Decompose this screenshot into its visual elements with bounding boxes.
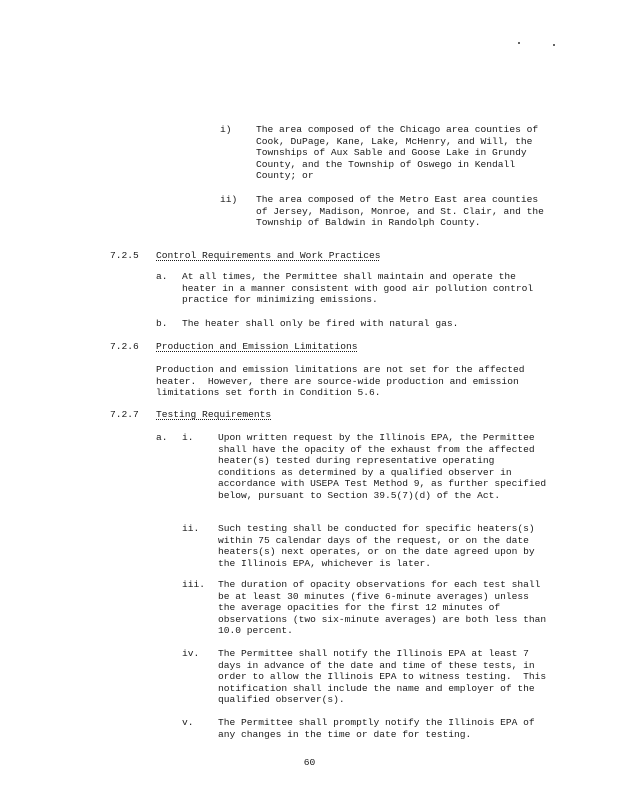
scan-mark xyxy=(518,42,520,44)
section-number: 7.2.7 xyxy=(110,409,139,420)
section-heading: Testing Requirements xyxy=(156,409,272,420)
section-number: 7.2.5 xyxy=(110,250,139,261)
list-item-label: iv. xyxy=(182,648,200,659)
list-item-text: The duration of opacity observations for each test shall be at least 30 minutes (five 6-minute averages) unless the average opacities for the first 12 minutes of observations (two six-minute averages) are both less than 10.0 percent. xyxy=(218,579,552,637)
list-item-text: The heater shall only be fired with natural gas. xyxy=(182,318,459,329)
list-item-label: a. xyxy=(156,432,168,443)
list-item-text: The area composed of the Metro East area counties of Jersey, Madison, Monroe, and St. Clair, and the Township of Baldwin in Randolph County. xyxy=(256,194,550,229)
section-number: 7.2.6 xyxy=(110,341,139,352)
page-number: 60 xyxy=(303,757,316,768)
list-item-text: The Permittee shall promptly notify the Illinois EPA of any changes in the time or date for testing. xyxy=(218,717,541,740)
list-item-label: iii. xyxy=(182,579,206,590)
list-item-label: i) xyxy=(220,124,232,135)
list-item-label: ii) xyxy=(220,194,238,205)
list-item-text: The area composed of the Chicago area counties of Cook, DuPage, Kane, Lake, McHenry, and Will, the Townships of Aux Sable and Goose Lake in Grundy County, and the Township of Oswego in Kendall County; or xyxy=(256,124,544,182)
list-item-text: Upon written request by the Illinois EPA, the Permittee shall have the opacity of the exhaust from the affected heater(s) tested during representative operating conditions as determined by a qualified observer in accordance with USEPA Test Method 9, as further specified below, pursuant to Section 39.5(7)(d) of the Act. xyxy=(218,432,552,501)
list-item-text: Such testing shall be conducted for specific heaters(s) within 75 calendar days of the request, or on the date heaters(s) next operates, or on the date agreed upon by the Illinois EPA, whichever is later. xyxy=(218,523,541,569)
list-item-label: ii. xyxy=(182,523,200,534)
list-item-text: At all times, the Permittee shall maintain and operate the heater in a manner consistent with good air pollution control practice for minimizing emissions. xyxy=(182,271,539,306)
section-heading: Control Requirements and Work Practices xyxy=(156,250,381,261)
list-item-text: The Permittee shall notify the Illinois EPA at least 7 days in advance of the date and time of these tests, in order to allow the Illinois EPA to witness testing. This notification shall include the name and employer of the qualified observer(s). xyxy=(218,648,552,706)
list-item-label: b. xyxy=(156,318,168,329)
list-item-label: i. xyxy=(182,432,194,443)
list-item-label: a. xyxy=(156,271,168,282)
list-item-label: v. xyxy=(182,717,194,728)
section-heading: Production and Emission Limitations xyxy=(156,341,358,352)
section-paragraph: Production and emission limitations are not set for the affected heater. However, there are source-wide production and emission limitations set forth in Condition 5.6. xyxy=(156,364,531,399)
scan-mark xyxy=(553,44,555,46)
